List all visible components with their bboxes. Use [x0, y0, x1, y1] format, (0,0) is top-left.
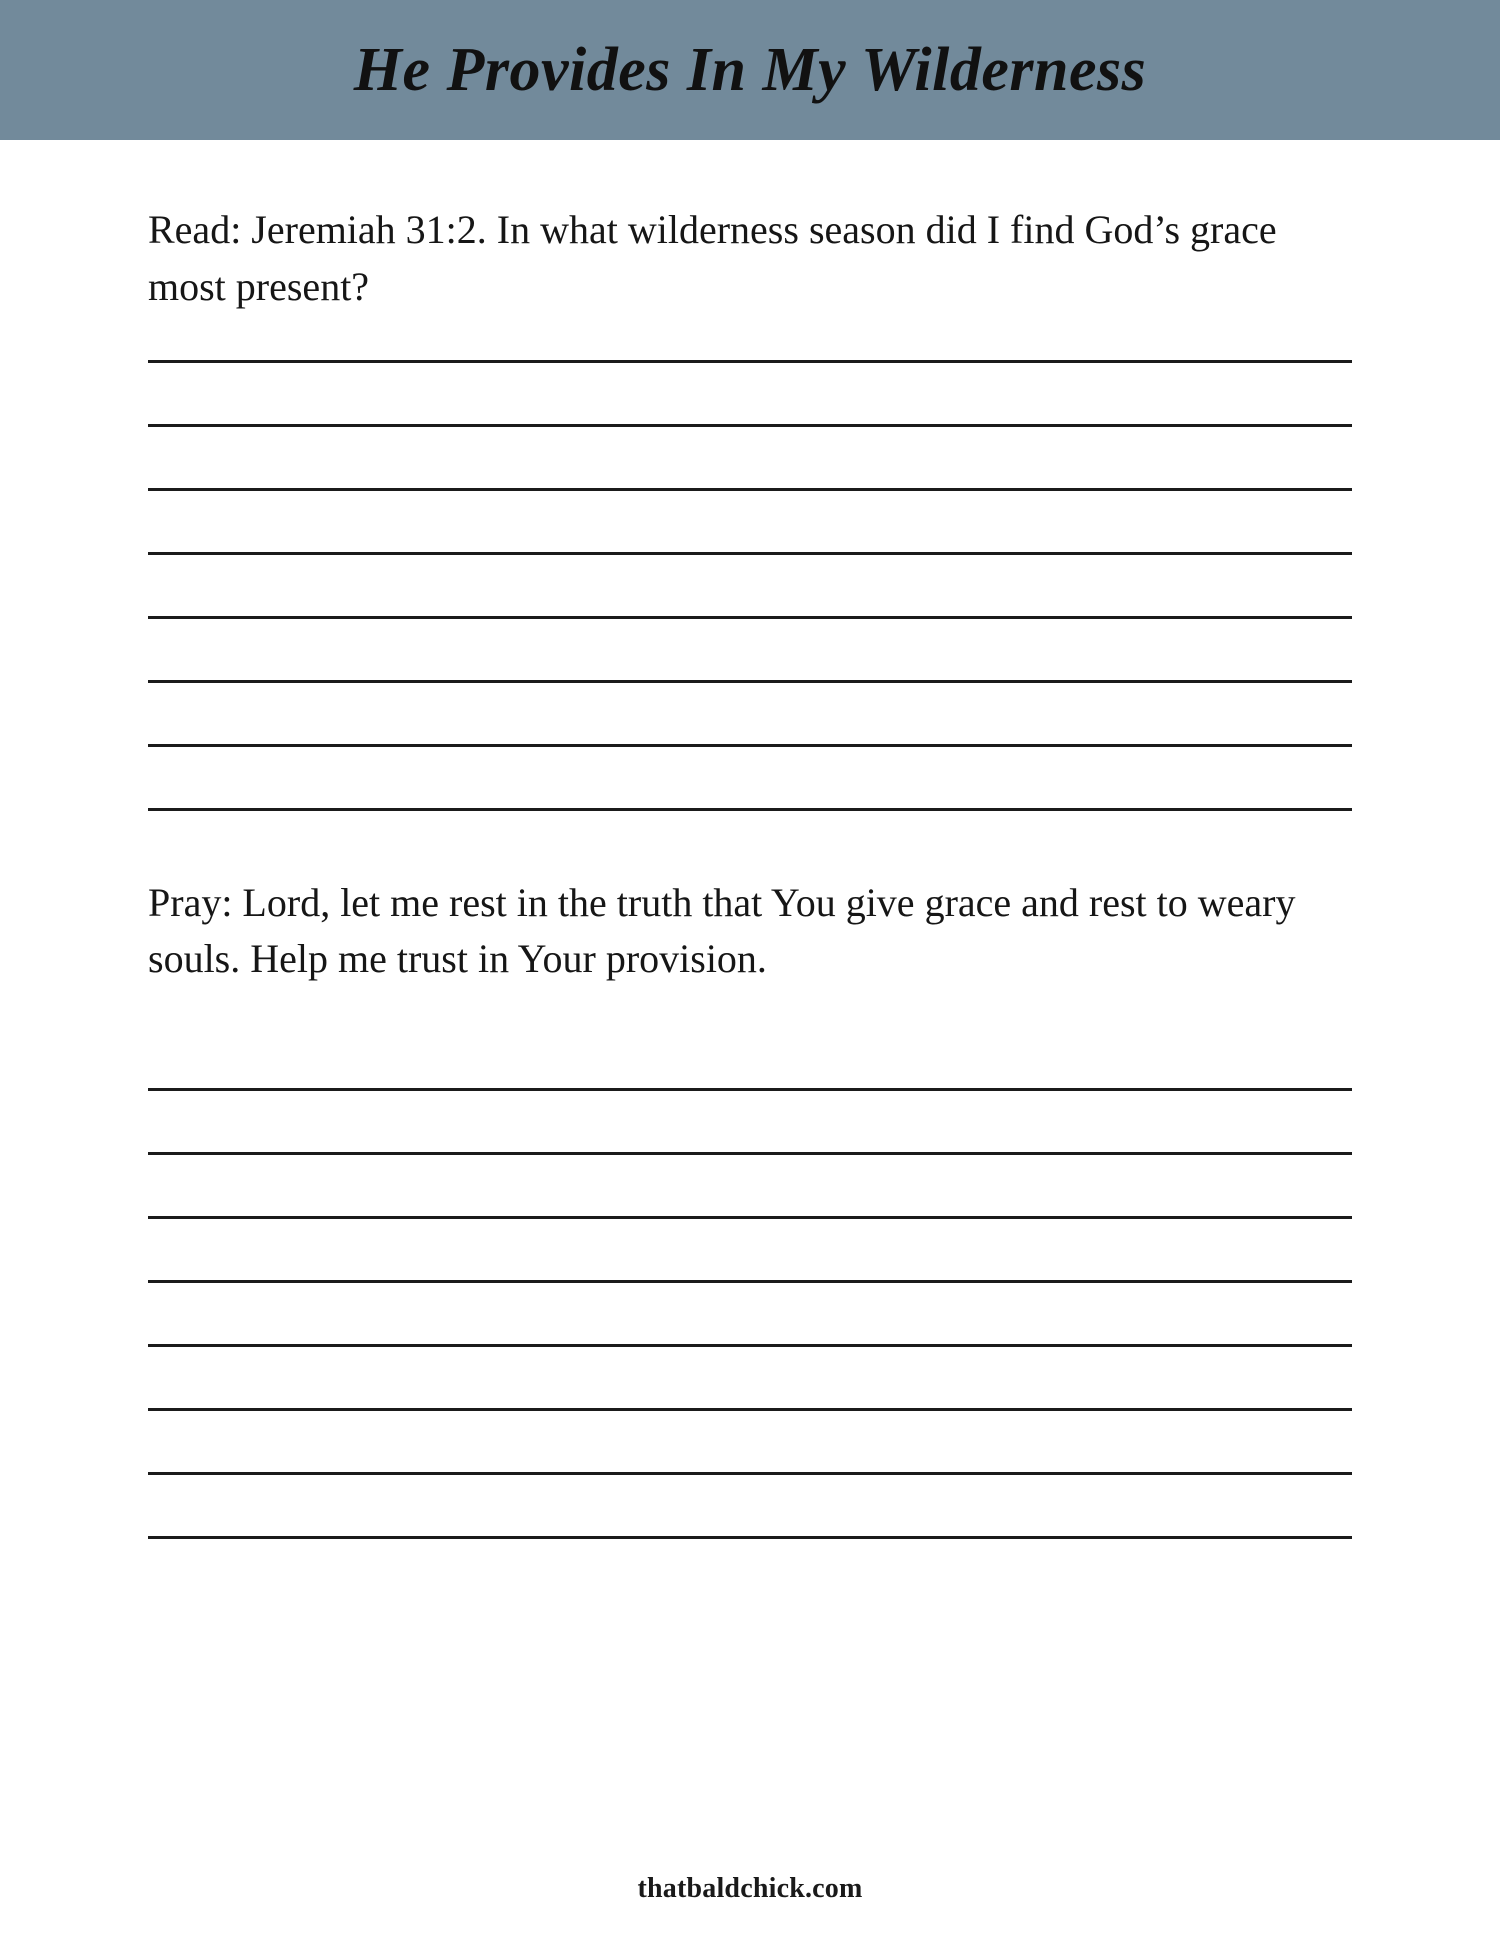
writing-line[interactable]	[148, 1088, 1352, 1091]
writing-line[interactable]	[148, 616, 1352, 619]
worksheet-content	[0, 140, 1500, 1873]
writing-line[interactable]	[148, 680, 1352, 683]
read-prompt: Read: Jeremiah 31:2. In what wilderness season did I find God’s grace most present?	[148, 207, 1277, 309]
writing-line[interactable]	[148, 552, 1352, 555]
footer-site-label: thatbaldchick.com	[637, 1873, 863, 1904]
writing-line[interactable]	[148, 1280, 1352, 1283]
writing-line[interactable]	[148, 744, 1352, 747]
page-title: He Provides In My Wilderness	[353, 35, 1147, 104]
writing-line[interactable]	[148, 488, 1352, 491]
writing-line[interactable]	[148, 808, 1352, 811]
writing-line[interactable]	[148, 1472, 1352, 1475]
writing-line[interactable]	[148, 424, 1352, 427]
writing-line[interactable]	[148, 1344, 1352, 1347]
pray-prompt: Pray: Lord, let me rest in the truth that You give grace and rest to weary souls. Help me trust in Your provision.	[148, 879, 1296, 982]
header-band	[0, 0, 1500, 140]
writing-line[interactable]	[148, 360, 1352, 363]
pray-writing-lines	[148, 1088, 1352, 1539]
footer	[0, 1873, 1500, 1941]
writing-line[interactable]	[148, 1536, 1352, 1539]
read-writing-lines	[148, 360, 1352, 811]
writing-line[interactable]	[148, 1152, 1352, 1155]
writing-line[interactable]	[148, 1408, 1352, 1411]
writing-line[interactable]	[148, 1216, 1352, 1219]
